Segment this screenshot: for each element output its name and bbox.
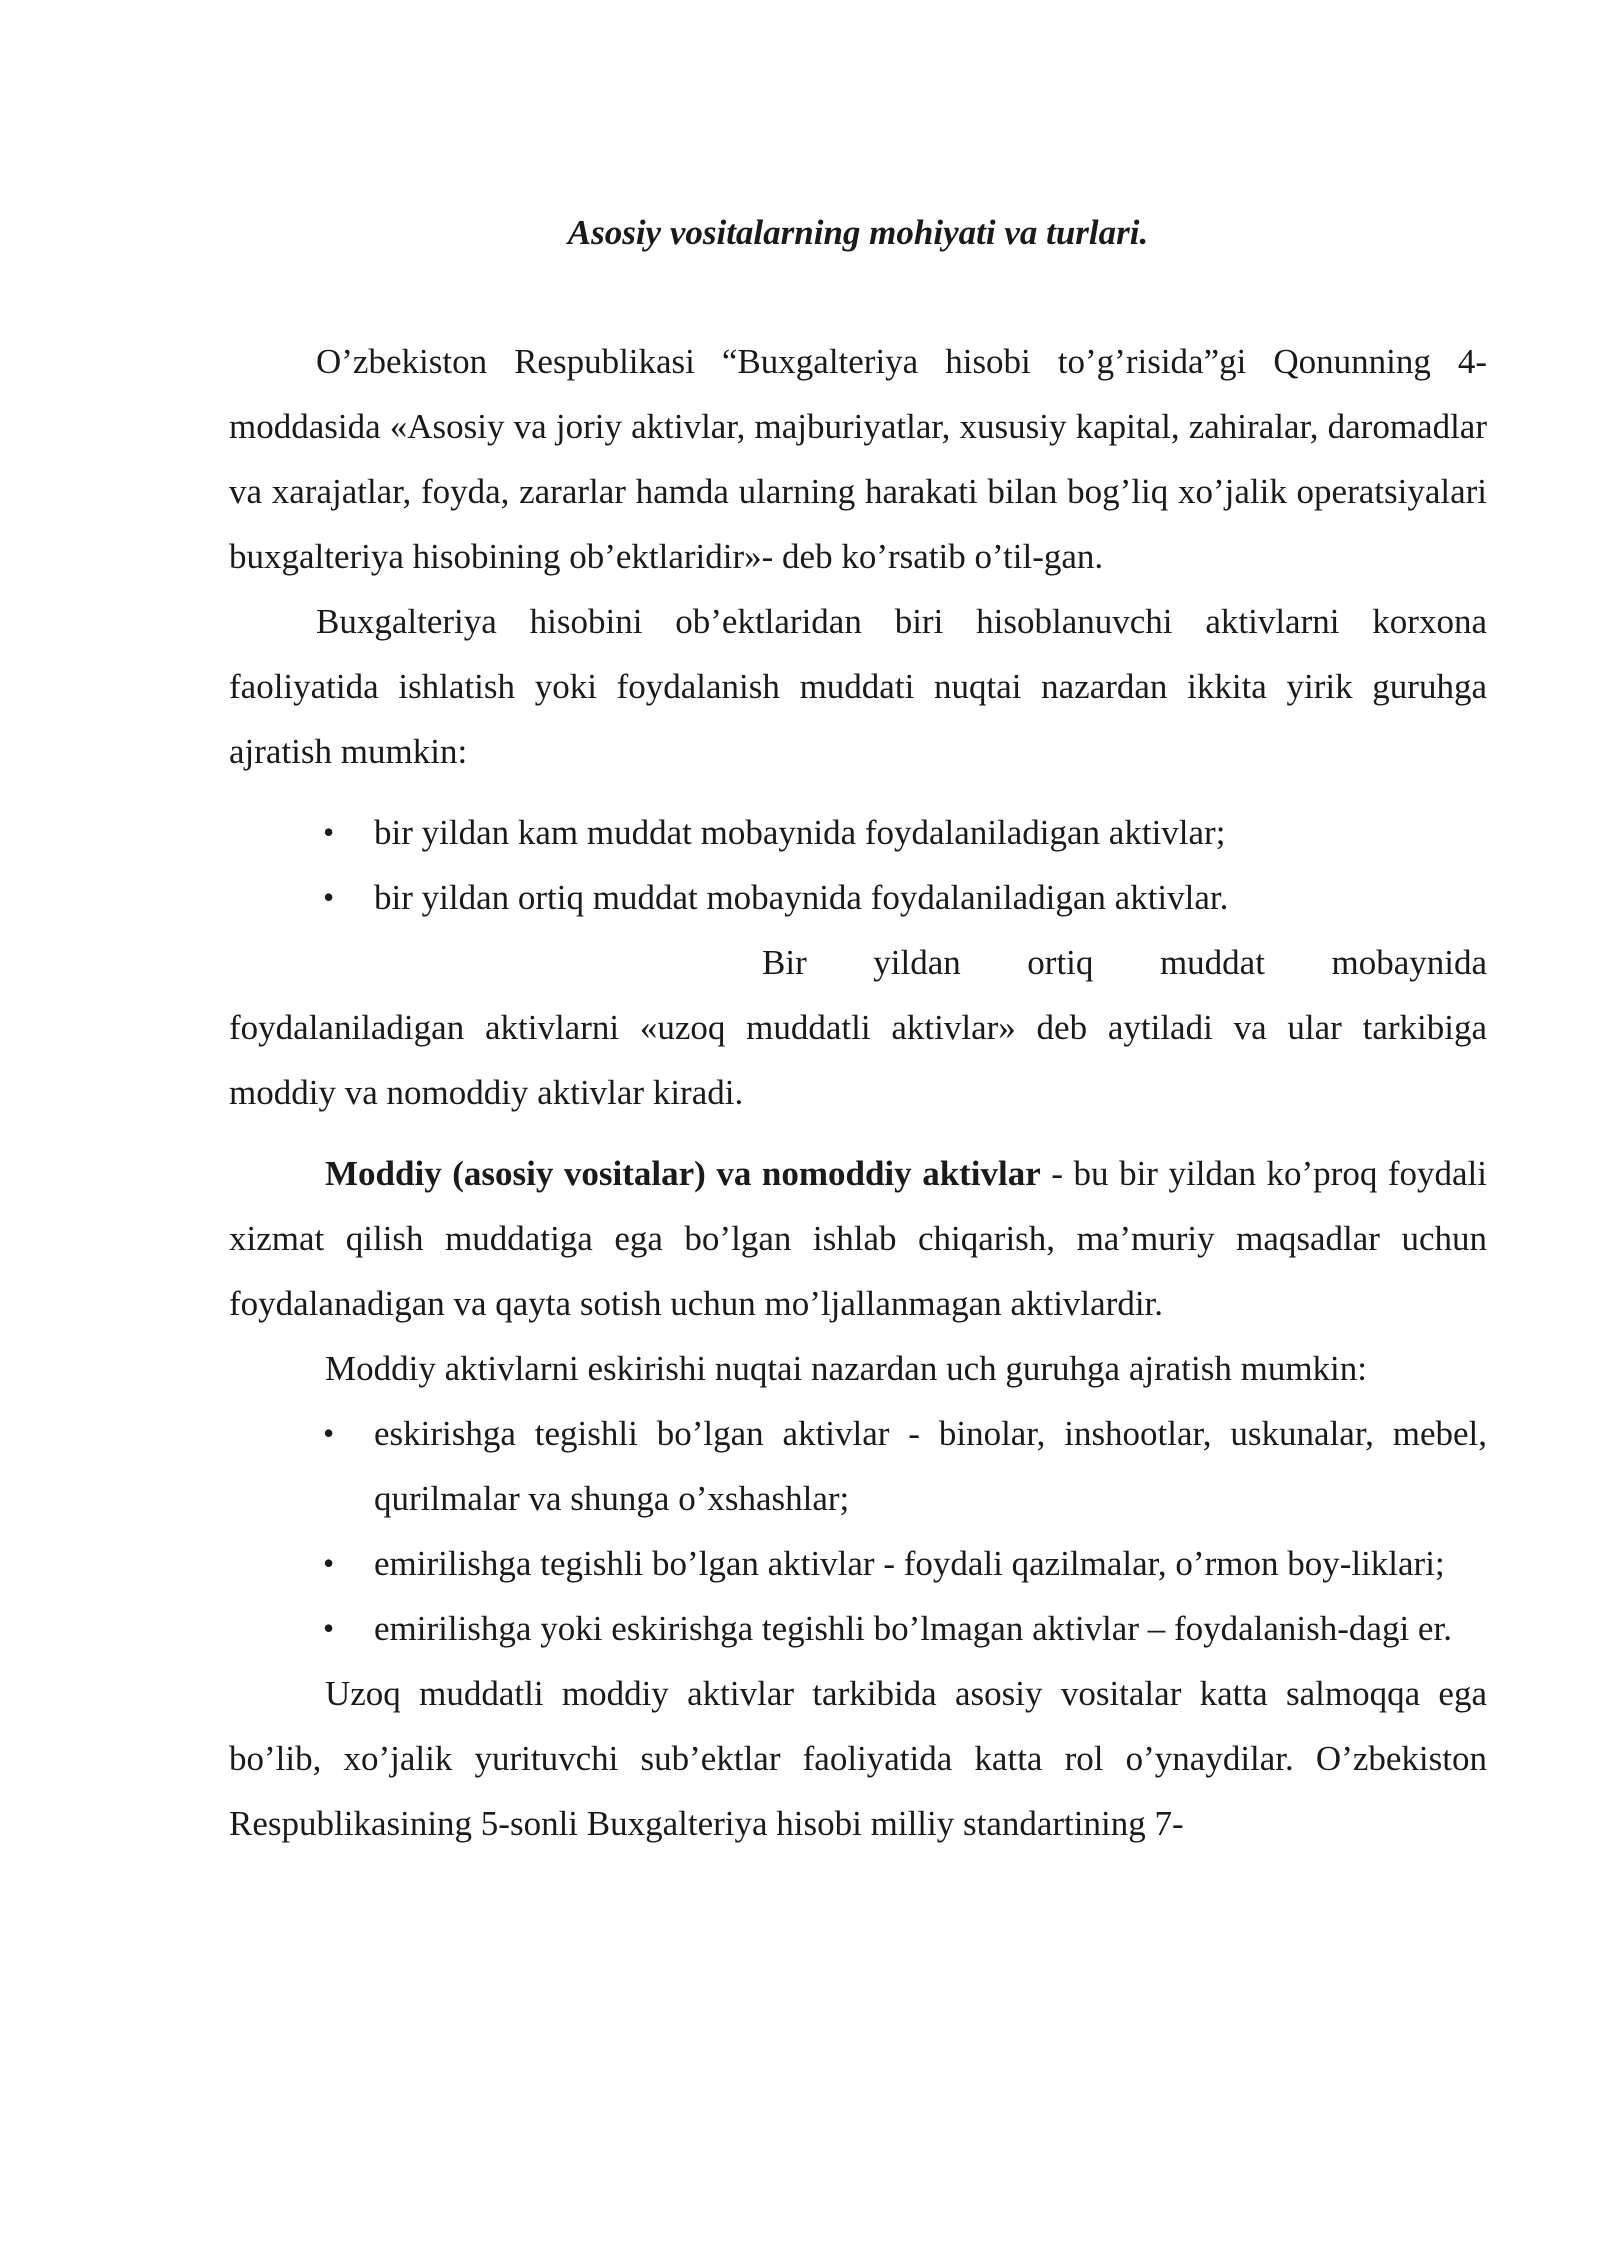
list-item-text: emirilishga tegishli bo’lgan aktivlar - foydali qazilmalar, o’rmon boy-liklari; <box>374 1544 1445 1583</box>
paragraph-long-term-first-line: Bir yildan ortiq muddat mobaynida <box>762 943 1487 982</box>
list-item-text: bir yildan kam muddat mobaynida foydalaniladigan aktivlar; <box>374 813 1226 852</box>
list-item <box>229 1401 1487 1531</box>
paragraph-long-term: foydalaniladigan aktivlarni «uzoq muddatli aktivlar» deb aytiladi va ular tarkibiga moddiy va nomoddiy aktivlar kiradi. <box>229 1008 1487 1112</box>
bullet-icon: • <box>323 1610 335 1646</box>
bullet-icon: • <box>323 879 335 915</box>
paragraph-asset-groups: Buxgalteriya hisobini ob’ektlaridan biri hisoblanuvchi aktivlarni korxona faoliyatida ishlatish yoki foydalanish muddati nuqtai nazardan ikkita yirik guruhga ajratish mumkin: <box>229 602 1487 771</box>
list-item <box>229 865 1487 930</box>
list-item-text: eskirishga tegishli bo’lgan aktivlar - binolar, inshootlar, uskunalar, mebel, qurilmalar va shunga o’xshashlar; <box>374 1414 1487 1518</box>
list-item <box>229 800 1487 865</box>
bullet-icon: • <box>323 1545 335 1581</box>
bullet-icon: • <box>323 814 335 850</box>
paragraph-fixed-assets: Uzoq muddatli moddiy aktivlar tarkibida asosiy vositalar katta salmoqqa ega bo’lib, xo’jalik yurituvchi sub’ektlar faoliyatida katta rol o’ynaydilar. O’zbekiston Respublikasining 5-sonli Buxgalteriya hisobi milliy standartining 7- <box>229 1674 1487 1843</box>
definition-term: Moddiy (asosiy vositalar) va nomoddiy aktivlar <box>325 1154 1041 1193</box>
list-item-text: emirilishga yoki eskirishga tegishli bo’lmagan aktivlar – foydalanish-dagi er. <box>374 1609 1452 1648</box>
paragraph-definition <box>229 1141 1487 1336</box>
bullet-icon: • <box>323 1415 335 1451</box>
document-page <box>229 200 1487 1856</box>
definition-text: - bu bir yildan ko’proq foydali xizmat qilish muddatiga ega bo’lgan ishlab chiqarish, ma’muriy maqsadlar uchun foydalanadigan va qayta sotish uchun mo’ljallanmagan aktivlardir. <box>229 1154 1487 1323</box>
list-item <box>229 1531 1487 1596</box>
asset-duration-list <box>229 800 1487 930</box>
paragraph-law-article: O’zbekiston Respublikasi “Buxgalteriya hisobi to’g’risida”gi Qonunning 4-moddasida «Asosiy va joriy aktivlar, majburiyatlar, xususiy kapital, zahiralar, daromadlar va xarajatlar, foyda, zararlar hamda ularning harakati bilan bog’liq xo’jalik operatsiyalari buxgalteriya hisobining ob’ektlaridir»- deb ko’rsatib o’til-gan. <box>229 342 1487 576</box>
document-title: Asosiy vositalarning mohiyati va turlari. <box>567 213 1149 252</box>
paragraph-depreciation-groups: Moddiy aktivlarni eskirishi nuqtai nazardan uch guruhga ajratish mumkin: <box>325 1349 1367 1388</box>
list-item-text: bir yildan ortiq muddat mobaynida foydalaniladigan aktivlar. <box>374 878 1229 917</box>
list-item <box>229 1596 1487 1661</box>
depreciation-list <box>229 1401 1487 1661</box>
